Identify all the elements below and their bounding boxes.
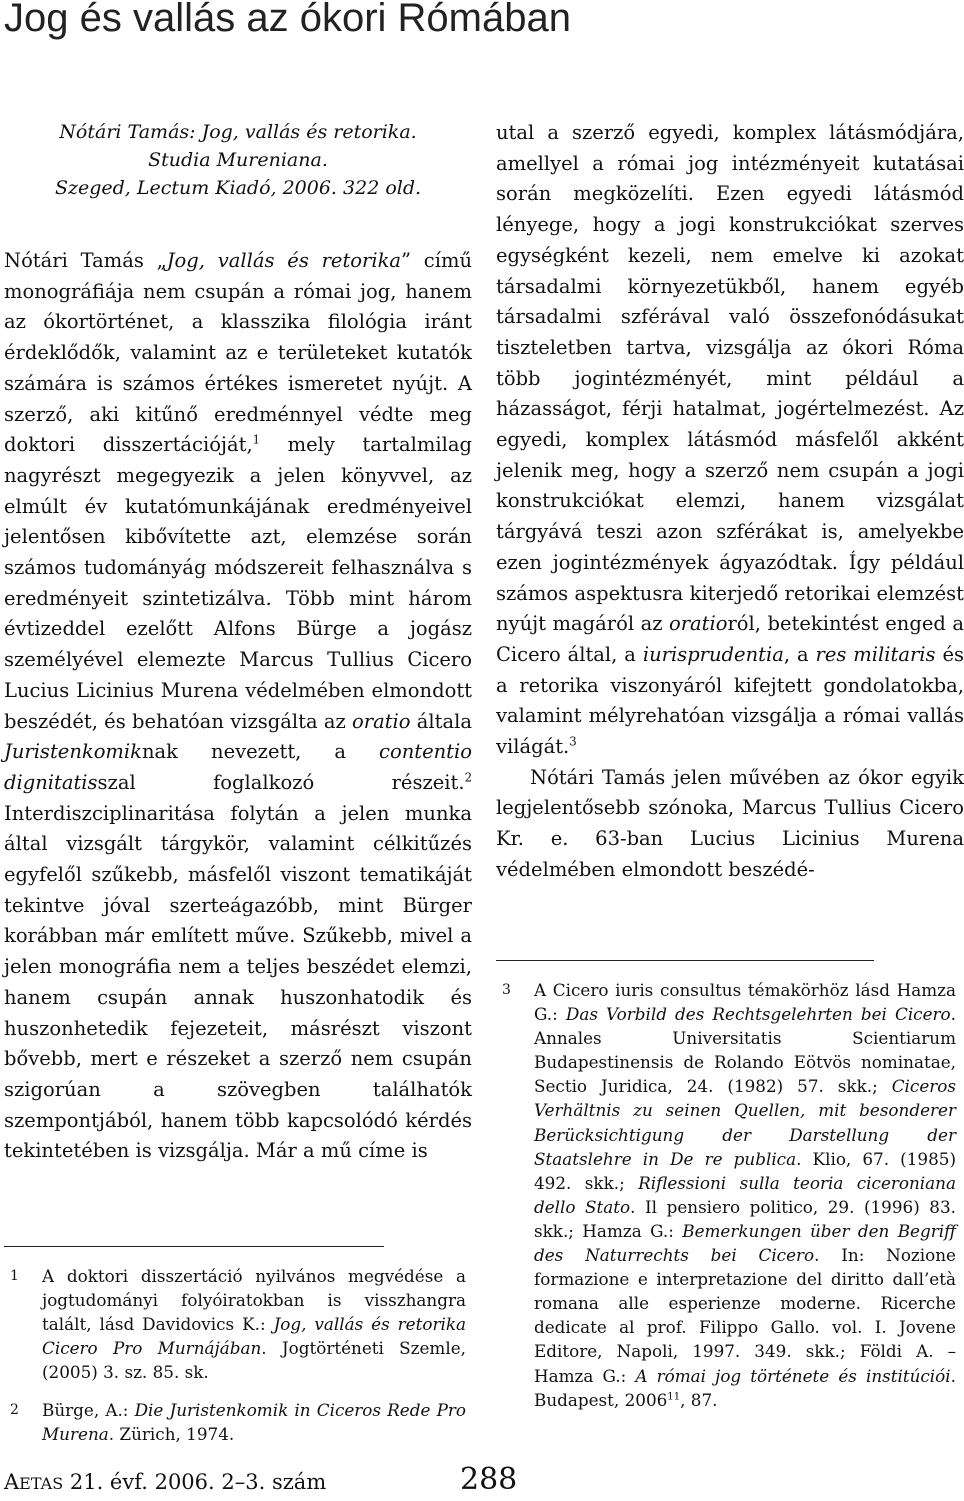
review-paragraph: Nótári Tamás jelen művében az ókor egyik legjelentősebb szónoka, Marcus Tullius Cicero Kr. e. 63-ban Lucius Licinius Murena védelmében elmondott beszédé- — [496, 765, 964, 881]
text-run: utal a szerző egyedi, komplex látásmódjára, amellyel a római jog intézményeit kutatásai során megközelíti. Ezen egyedi látásmód lényege, hogy a jogi konstrukciókat szerves egységként kezeli, nem emelve ki azokat társadalmi környezetükből, hanem egyéb társadalmi szférával való összefonódásukat tiszteletben tartva, vizsgálja az ókori Róma több jogintézményét, mint például a házasságot, férji hatalmat, jogértelmezést. Az egyedi, komplex látásmód másfelől akként jelenik meg, hogy a szerző nem csupán a jogi konstrukciókat elemzi, hanem vizsgálat tárgyává teszi azon szférákat is, amelyekbe ezen jogintézmények ágyazódtak. Így például számos aspektusra kiterjedő retorikai elemzést nyújt magáról az — [496, 121, 964, 636]
footnote-number: 2 — [10, 1402, 19, 1418]
italic-term: A római jog története és institúciói — [635, 1365, 951, 1386]
issue-info: 21. évf. 2006. 2–3. szám — [63, 1470, 327, 1494]
footnote-ref[interactable]: 1 — [252, 432, 261, 447]
text-run: Interdiszciplinaritása folytán a jelen munka által vizsgált tárgykör, valamint célkitűzés egyfelől szűkebb, másfelől viszont tematikáját tekintve jóval szerteágazóbb, mint Bürger korábban már említett műve. Szűkebb, mivel a jelen monográfia nem a teljes beszédet elemzi, hanem csupán annak huszonhatodik és huszonhetedik fejezeteit, másrészt viszont bővebb, mert e részeket a szerző nem csupán szigorúan a szövegben találhatók szempontjából, hanem több kapcsolódó kérdés tekintetében is vizsgálja. Már a mű címe is — [4, 801, 472, 1163]
italic-term: Bemerkungen über den Begriff des Naturrechts bei Cicero — [534, 1220, 956, 1266]
text-run: és a retorika viszonyáról kifejtett gondolatokba, valamint mélyrehatóan vizsgálja a római vallás világát. — [496, 642, 964, 759]
text-run: A Cicero iuris consultus témakörhöz lásd Hamza G.: — [534, 980, 956, 1025]
text-run: nak nevezett, a — [141, 740, 380, 764]
italic-term: res militaris — [815, 642, 936, 666]
page-header — [0, 0, 960, 100]
text-run: Bürge, A.: — [42, 1400, 135, 1420]
text-run: A doktori disszertáció nyilvános megvédése a jogtudományi folyóiratokban is visszhangra talált, lásd Davidovics K.: — [42, 1266, 466, 1335]
footnote-ref[interactable]: 3 — [569, 734, 577, 749]
page-number: 288 — [460, 1462, 518, 1497]
italic-term: Jog, vallás és retorika Cicero Pro Murnájában — [42, 1314, 467, 1359]
journal-issue — [4, 1470, 326, 1494]
review-paragraph — [496, 118, 964, 763]
text-run: Nótári Tamás „ — [4, 249, 167, 272]
review-paragraph — [4, 246, 472, 1167]
text-run: . In: Nozione formazione e interpretazione del diritto dall’età romana alle esperienze moderne. Ricerche dedicate al prof. Filippo Gallo. vol. I. Jovene Editore, Napoli, 1997. 349. skk.; Földi A. – Hamza G.: — [534, 1245, 956, 1386]
footnote-number: 3 — [502, 982, 511, 998]
edition-superscript: 11 — [667, 1391, 681, 1402]
text-run: , a — [783, 642, 816, 666]
page-footer — [4, 1462, 524, 1498]
citation-line: Nótári Tamás: Jog, vallás és retorika. — [59, 121, 417, 143]
citation-line: Szeged, Lectum Kiadó, 2006. 322 old. — [54, 177, 422, 199]
italic-term: Das Vorbild des Rechtsgelehrten bei Cicero — [565, 1004, 951, 1025]
footnote-ref[interactable]: 2 — [464, 770, 472, 785]
text-run: . Il pensiero politico, 29. (1996) 83. skk.; Hamza G.: — [534, 1196, 956, 1241]
journal-name: ETAS — [19, 1474, 64, 1493]
text-run: . Budapest, 2006 — [534, 1365, 956, 1410]
left-column — [4, 118, 472, 1167]
text-run: szal foglalkozó részeit. — [97, 770, 465, 794]
text-run: , 87. — [680, 1389, 718, 1410]
footnote-2 — [10, 1398, 466, 1446]
citation-line: Studia Mureniana. — [148, 149, 328, 171]
footnote-number: 1 — [10, 1268, 19, 1284]
footnote-1 — [10, 1264, 467, 1384]
italic-term: Juristenkomik — [4, 740, 142, 764]
footnote-divider — [4, 1246, 384, 1247]
right-column — [496, 118, 964, 886]
book-title-italic: Jog, vallás és retorika — [166, 249, 402, 272]
journal-initial: A — [4, 1470, 20, 1494]
text-run: mely tartalmilag nagyrészt megegyezik a jelen könyvvel, az elmúlt év kutatómunkájának eredményeivel jelentősen kibővítette azt, elemzése során számos tudományág módszereit felhasználva s eredményeit szintetizálva. Több mint három évtizeddel ezelőtt Alfons Bürge a jogász személyével elemezte Marcus Tullius Cicero Lucius Licinius Murena védelmében elmondott beszédét, és behatóan vizsgálta az — [4, 433, 472, 733]
text-run: . Klio, 67. (1985) 492. skk.; — [534, 1148, 956, 1193]
italic-term: Die Juristenkomik in Ciceros Rede Pro Murena — [42, 1400, 466, 1445]
italic-term: oratio — [668, 612, 728, 636]
footnote-divider — [496, 960, 874, 961]
italic-term: Riflessioni sulla teoria ciceroniana dello Stato — [534, 1172, 956, 1217]
italic-term: oratio — [352, 709, 411, 733]
footnote-3 — [502, 978, 956, 1412]
text-run: ról, betekintést enged a Cicero által, a — [496, 612, 964, 666]
book-citation — [4, 118, 472, 202]
italic-term: contentio dignitatis — [4, 740, 472, 794]
text-run: . Zürich, 1974. — [108, 1424, 235, 1445]
page-title: Jog és vallás az ókori Rómában — [4, 0, 571, 40]
text-run: . Jogtörténeti Szemle, (2005) 3. sz. 85. sk. — [42, 1338, 466, 1383]
italic-term: iurisprudentia — [642, 642, 784, 666]
text-run: általa — [410, 709, 472, 733]
italic-term: Ciceros Verhältnis zu seinen Quellen, mit besonderer Berücksichtigung der Darstellung der Staatslehre in De re publica — [534, 1076, 956, 1169]
text-run: ” című monográfiája nem csupán a római jog, hanem az ókortörténet, a klasszika filológia iránt érdeklődők, valamint az e területeket kutatók számára is számos értékes ismeretet nyújt. A szerző, aki kitűnő eredménnyel védte meg doktori disszertációját, — [4, 249, 472, 457]
text-run: . Annales Universitatis Scientiarum Budapestinensis de Rolando Eötvös nominatae, Sectio Juridica, 24. (1982) 57. skk.; — [534, 1004, 956, 1097]
